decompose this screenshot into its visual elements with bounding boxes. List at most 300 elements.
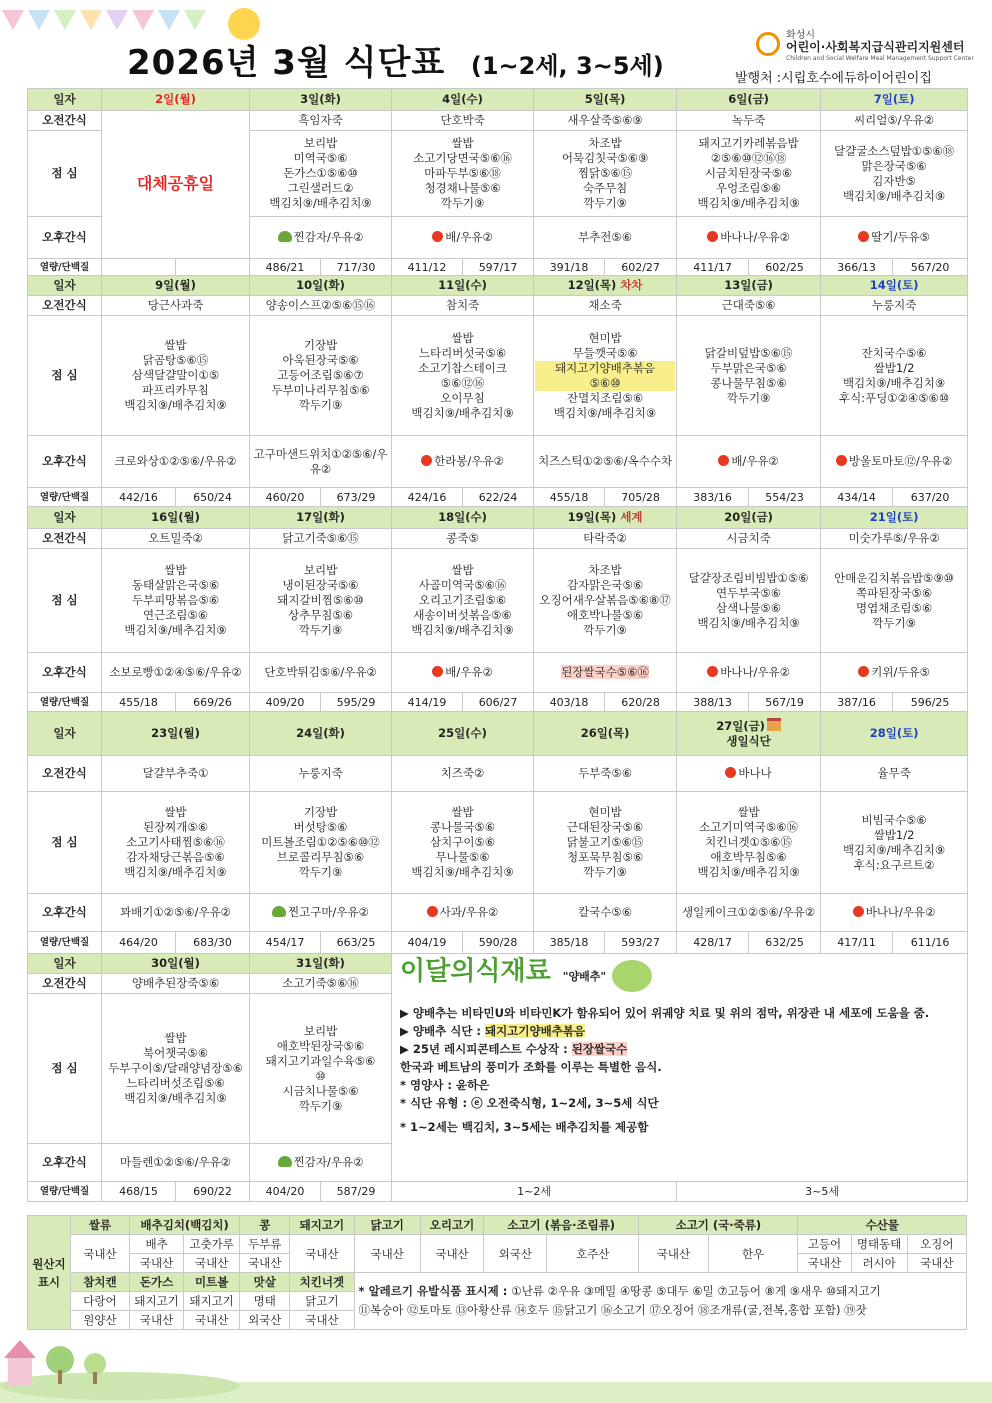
lunch-cell — [250, 994, 392, 1144]
am-snack-cell: 씨리얼⑤/우유② — [821, 111, 968, 131]
fruit-icon — [853, 906, 864, 917]
menu-item: 잔멸치조림⑤⑥ — [566, 390, 644, 405]
fruit-icon — [432, 666, 443, 677]
kcal-cell: 385/18 — [534, 932, 605, 954]
fruit-icon — [707, 666, 718, 677]
kcal-cell: 637/20 — [893, 488, 968, 507]
lunch-cell — [821, 792, 968, 894]
menu-item: 냉이된장국⑤⑥ — [282, 578, 359, 592]
origin-subcat-row — [28, 1235, 967, 1254]
origin-category: 미트볼 — [184, 1273, 240, 1292]
menu-item: 깍두기⑨ — [298, 623, 343, 637]
pm-snack-cell: 사과/우유② — [392, 894, 534, 932]
holiday-cell — [102, 111, 250, 259]
menu-item: 보리밥 — [303, 136, 338, 150]
am-snack-label: 오전간식 — [28, 756, 102, 792]
am-snack-cell: 근대죽⑤⑥ — [677, 296, 821, 316]
menu-item: 두부미나리무침⑤⑥ — [271, 383, 370, 397]
menu-item: 백김치⑨/배추김치⑨ — [842, 188, 946, 203]
origin-category: 수산물 — [798, 1216, 967, 1235]
kcal-cell: 690/22 — [176, 1182, 250, 1202]
menu-item: 우엉조림⑤⑥ — [716, 181, 782, 195]
origin-header-row — [28, 1216, 967, 1235]
menu-item: 된장찌개⑤⑥ — [142, 820, 209, 834]
date-label: 일자 — [28, 276, 102, 296]
pm-snack-cell: 생일케이크①②⑤⑥/우유② — [677, 894, 821, 932]
holiday-label: 대체공휴일 — [136, 174, 215, 193]
lunch-cell — [250, 549, 392, 653]
date-row — [28, 954, 968, 974]
landscape-decoration — [0, 1330, 992, 1403]
date-cell: 31일(화) — [250, 954, 392, 974]
fruit-icon — [858, 666, 869, 677]
fruit-icon — [836, 455, 847, 466]
allergy-list-2: ⑪복숭아 ⑫토마토 ⑬아황산류 ⑭호두 ⑮닭고기 ⑯소고기 ⑰오징어 ⑱조개류(굴,전복,홍합 포함) ⑲잣 — [358, 1303, 867, 1317]
potato-plant-icon — [272, 906, 286, 917]
menu-item: 상추무침⑤⑥ — [287, 608, 354, 622]
menu-item: 사골미역국⑤⑥⑯ — [418, 578, 507, 592]
kcal-cell: 366/13 — [821, 259, 893, 276]
am-snack-cell: 율무죽 — [821, 756, 968, 792]
kcal-cell: 455/18 — [102, 693, 176, 712]
fruit-icon — [707, 231, 718, 242]
logo-name: 어린이·사회복지급식관리지원센터 — [786, 40, 965, 54]
kcal-cell: 411/17 — [677, 259, 749, 276]
pm-snack-cell: 배/우유② — [677, 436, 821, 488]
pm-snack-cell: 바나나/우유② — [821, 894, 968, 932]
am-snack-cell: 미숫가루⑤/우유② — [821, 529, 968, 549]
kcal-label: 열량/단백질 — [28, 259, 102, 276]
info-title: 이달의식재료 — [400, 956, 551, 987]
menu-item: 미역국⑤⑥ — [293, 151, 348, 165]
origin-subcategory: 오징어 — [907, 1235, 966, 1254]
menu-item: 미트볼조림①②⑤⑥⑩⑫ — [261, 835, 380, 849]
origin-category: 치킨너겟 — [290, 1273, 354, 1292]
menu-item: 소고기찹스테이크 — [418, 360, 507, 375]
kcal-cell: 411/12 — [392, 259, 463, 276]
pm-snack-cell: 단호박튀김⑤⑥/우유② — [250, 653, 392, 693]
menu-item: 백김치⑨/배추김치⑨ — [842, 842, 946, 857]
origin-category: 맛살 — [240, 1273, 290, 1292]
menu-item: 쌀밥 — [164, 338, 187, 352]
date-cell: 4일(수) — [392, 89, 534, 111]
menu-item: 버섯탕⑤⑥ — [293, 820, 348, 834]
menu-item: 감자맑은국⑤⑥ — [566, 578, 644, 592]
origin-value: 국내산 — [639, 1235, 708, 1273]
origin-header-row-2 — [28, 1273, 967, 1292]
am-snack-cell: 시금치죽 — [677, 529, 821, 549]
menu-item: 쌀밥 — [164, 805, 187, 819]
info-line: * 식단 유형 : ⓔ 오전죽식형, 1~2세, 3~5세 식단 — [400, 1096, 659, 1110]
pm-snack-cell: 소보로빵①②④⑤⑥/우유② — [102, 653, 250, 693]
menu-item: 백김치⑨/배추김치⑨ — [697, 615, 800, 630]
menu-item: 깍두기⑨ — [298, 1098, 343, 1113]
pm-snack-row — [28, 436, 968, 488]
origin-value: 국내산 — [420, 1235, 483, 1273]
menu-item: ⑩ — [315, 1068, 326, 1083]
menu-item: 브로콜리무침⑤⑥ — [276, 850, 365, 864]
date-row — [28, 276, 968, 296]
menu-item: 연근조림⑤⑥ — [142, 608, 209, 622]
contest-dish-highlight: 된장쌀국수 — [571, 1042, 628, 1056]
pm-snack-label: 오후간식 — [28, 436, 102, 488]
menu-item: 오징어새우살볶음⑤⑥⑧⑰ — [539, 593, 671, 607]
cabbage-icon — [612, 960, 652, 992]
lunch-cell — [392, 131, 534, 217]
lunch-cell — [534, 131, 677, 217]
pm-snack-cell: 찐감자/우유② — [250, 1144, 392, 1182]
date-cell: 18일(수) — [392, 507, 534, 529]
origin-value: 국내산 — [184, 1311, 240, 1330]
menu-item: 쌀밥 — [451, 563, 474, 577]
am-snack-cell: 소고기죽⑤⑥⑯ — [250, 974, 392, 994]
menu-item: 오이무침 — [440, 390, 485, 405]
kcal-label: 열량/단백질 — [28, 693, 102, 712]
menu-item: 안매운김치볶음밥⑤⑨⑩ — [834, 570, 954, 585]
origin-subcategory: 고등어 — [798, 1235, 851, 1254]
menu-item: 콩나물국⑤⑥ — [430, 820, 496, 834]
menu-item: 깍두기⑨ — [583, 865, 627, 879]
kcal-cell: 705/28 — [605, 488, 677, 507]
date-cell: 12일(목) 차차 — [534, 276, 677, 296]
lunch-cell — [821, 131, 968, 217]
menu-item: 백김치⑨/배추김치⑨ — [697, 865, 800, 879]
origin-value: 러시아 — [851, 1254, 907, 1273]
kcal-cell: 602/27 — [605, 259, 677, 276]
menu-item: 돼지갈비찜⑤⑥⑩ — [277, 593, 364, 607]
kcal-cell: 388/13 — [677, 693, 749, 712]
menu-item: 백김치⑨/배추김치⑨ — [411, 623, 514, 637]
pm-snack-cell: 찐고구마/우유② — [250, 894, 392, 932]
pm-snack-cell: 치즈스틱①②⑤⑥/옥수수차 — [534, 436, 677, 488]
origin-value: 국내산 — [290, 1311, 354, 1330]
date-cell: 19일(목) 세계 — [534, 507, 677, 529]
menu-item: ②⑤⑥⑩⑫⑯⑱ — [710, 151, 787, 165]
menu-item: 애호박무침⑤⑥ — [710, 850, 787, 864]
lunch-cell — [250, 131, 392, 217]
menu-item: 깍두기⑨ — [298, 398, 343, 412]
pm-snack-cell: 바나나/우유② — [677, 653, 821, 693]
menu-item: 감자채당근볶음⑤⑥ — [126, 850, 225, 864]
info-line: ▶ 양배추 식단 : 돼지고기양배추볶음 — [400, 1024, 586, 1038]
kcal-cell: 620/28 — [605, 693, 677, 712]
origin-category: 소고기 (볶음·조림류) — [484, 1216, 639, 1235]
menu-item: 쌀밥 — [451, 805, 474, 819]
origin-value: 국내산 — [354, 1235, 420, 1273]
origin-subcategory: 돼지고기 — [184, 1292, 240, 1311]
origin-category: 소고기 (국·죽류) — [639, 1216, 798, 1235]
origin-subcategory: 명태동태 — [851, 1235, 907, 1254]
kcal-cell: 409/20 — [250, 693, 321, 712]
menu-item: 아욱된장국⑤⑥ — [282, 353, 359, 367]
date-label: 일자 — [28, 507, 102, 529]
kcal-row — [28, 1182, 968, 1202]
lunch-cell — [102, 316, 250, 436]
potato-plant-icon — [278, 231, 292, 242]
kcal-cell: 404/19 — [392, 932, 463, 954]
origin-category: 콩 — [240, 1216, 290, 1235]
kcal-cell: 669/26 — [176, 693, 250, 712]
am-snack-cell: 단호박죽 — [392, 111, 534, 131]
menu-item: 명엽채조림⑤⑥ — [856, 600, 933, 615]
menu-item: 쌀밥 — [737, 805, 760, 819]
kcal-cell: 650/24 — [176, 488, 250, 507]
kcal-cell: 593/27 — [605, 932, 677, 954]
origin-category: 참치캔 — [70, 1273, 129, 1292]
menu-item: 느타리버섯국⑤⑥ — [418, 345, 507, 360]
pm-snack-label: 오후간식 — [28, 217, 102, 259]
lunch-row — [28, 549, 968, 653]
kcal-cell: 387/16 — [821, 693, 893, 712]
publisher: 발행처 :시립호수에듀하이어린이집 — [735, 71, 932, 86]
lunch-label: 점 심 — [28, 131, 102, 217]
menu-item: 애호박된장국⑤⑥ — [276, 1038, 365, 1053]
menu-item: 닭불고기⑤⑥⑮ — [566, 835, 644, 849]
page-title: 2026년 3월 식단표 (1~2세, 3~5세) — [127, 43, 664, 83]
kcal-cell: 414/19 — [392, 693, 463, 712]
date-cell: 7일(토) — [821, 89, 968, 111]
menu-item: 삼치구이⑤⑥ — [430, 835, 496, 849]
menu-item: 백김치⑨/배추김치⑨ — [124, 398, 227, 412]
date-cell: 13일(금) — [677, 276, 821, 296]
date-row — [28, 712, 968, 756]
menu-item: 후식:푸딩①②④⑤⑥⑩ — [839, 390, 950, 405]
kcal-cell: 468/15 — [102, 1182, 176, 1202]
date-cell: 27일(금) 생일식단 — [677, 712, 821, 756]
age-group-label: 3~5세 — [677, 1182, 968, 1202]
menu-item: 연두부국⑤⑥ — [716, 585, 782, 600]
origin-value: 외국산 — [240, 1311, 290, 1330]
kcal-cell: 404/20 — [250, 1182, 321, 1202]
lunch-cell — [102, 994, 250, 1144]
am-snack-cell: 당근사과죽 — [102, 296, 250, 316]
origin-subcategory: 다랑어 — [70, 1292, 129, 1311]
menu-item: 그린샐러드② — [287, 181, 354, 195]
info-line: ▶ 양배추는 비타민U와 비타민K가 함유되어 있어 위궤양 치료 및 위의 점막, 위장관 내 세포에 도움을 줌. — [400, 1006, 930, 1020]
menu-table — [27, 88, 968, 1202]
menu-item: 동태살맑은국⑤⑥ — [131, 578, 220, 592]
am-snack-label: 오전간식 — [28, 296, 102, 316]
menu-item: 잔치국수⑤⑥ — [861, 345, 927, 360]
lunch-label: 점 심 — [28, 792, 102, 894]
origin-category: 배추김치(백김치) — [130, 1216, 240, 1235]
kcal-cell — [102, 259, 176, 276]
date-cell: 10일(화) — [250, 276, 392, 296]
pm-snack-cell: 칼국수⑤⑥ — [534, 894, 677, 932]
menu-item: 돼지고기카레볶음밥 — [698, 136, 799, 150]
menu-item: 비빔국수⑤⑥ — [861, 812, 927, 827]
menu-item: 마파두부⑤⑥⑱ — [424, 166, 501, 180]
origin-category: 돼지고기 — [290, 1216, 354, 1235]
allergy-title: * 알레르기 유발식품 표시제 : — [358, 1284, 512, 1298]
lunch-cell — [534, 792, 677, 894]
info-line: * 영양사 : 윤하은 — [400, 1078, 490, 1092]
kcal-label: 열량/단백질 — [28, 932, 102, 954]
fruit-icon — [718, 455, 729, 466]
fruit-icon — [432, 231, 443, 242]
kcal-cell: 567/19 — [749, 693, 821, 712]
origin-subcategory: 두부류 — [240, 1235, 290, 1254]
am-snack-row — [28, 756, 968, 792]
date-cell: 28일(토) — [821, 712, 968, 756]
info-line: 한국과 베트남의 풍미가 조화를 이루는 특별한 음식. — [400, 1060, 662, 1074]
pm-snack-cell: 바나나/우유② — [677, 217, 821, 259]
menu-item: 두부구이⑤/달래양념장⑤⑥ — [108, 1061, 243, 1075]
menu-item: 닭곰탕⑤⑥⑮ — [142, 353, 209, 367]
kcal-row — [28, 259, 968, 276]
world-day-badge: 세계 — [620, 510, 643, 524]
date-cell: 25일(수) — [392, 712, 534, 756]
menu-item: 깍두기⑨ — [298, 865, 343, 879]
pm-snack-row — [28, 894, 968, 932]
pm-snack-cell: 딸기/두유⑤ — [821, 217, 968, 259]
menu-item: 현미밥 — [588, 805, 622, 819]
menu-item: 백김치⑨/배추김치⑨ — [411, 865, 514, 879]
menu-item: ⑤⑥⑩ — [535, 376, 675, 391]
date-cell: 20일(금) — [677, 507, 821, 529]
kcal-cell: 417/11 — [821, 932, 893, 954]
menu-item: 숙주무침 — [582, 181, 628, 195]
menu-item: 깍두기⑨ — [726, 390, 771, 405]
kcal-cell: 391/18 — [534, 259, 605, 276]
lunch-cell — [677, 316, 821, 436]
menu-item: 돼지고기양배추볶음 — [535, 361, 675, 376]
kcal-cell: 460/20 — [250, 488, 321, 507]
origin-category: 쌀류 — [70, 1216, 129, 1235]
origin-value: 외국산 — [484, 1235, 547, 1273]
menu-item: 차조밥 — [588, 563, 622, 577]
lunch-cell — [250, 792, 392, 894]
date-cell: 3일(화) — [250, 89, 392, 111]
fruit-icon — [725, 767, 736, 778]
origin-value: 국내산 — [290, 1235, 354, 1273]
date-row — [28, 507, 968, 529]
lunch-cell — [102, 792, 250, 894]
lunch-cell — [250, 316, 392, 436]
pm-snack-cell — [534, 653, 677, 693]
lunch-cell — [821, 316, 968, 436]
lunch-label: 점 심 — [28, 316, 102, 436]
kcal-cell: 632/25 — [749, 932, 821, 954]
pm-snack-cell: 찐감자/우유② — [250, 217, 392, 259]
am-snack-cell: 새우살죽⑤⑥⑨ — [534, 111, 677, 131]
kcal-row — [28, 488, 968, 507]
date-cell: 6일(금) — [677, 89, 821, 111]
menu-item: 달걀굴소스덮밥①⑤⑥⑱ — [833, 143, 955, 158]
info-subtitle: "양배추" — [562, 969, 607, 983]
origin-subcategory: 배추 — [130, 1235, 184, 1254]
info-line: * 1~2세는 백김치, 3~5세는 배추김치를 제공함 — [400, 1120, 649, 1134]
pm-snack-cell: 배/우유② — [392, 217, 534, 259]
menu-item: 삼색나물⑤⑥ — [716, 600, 782, 615]
kcal-cell: 673/29 — [321, 488, 392, 507]
pm-snack-cell: 부추전⑤⑥ — [534, 217, 677, 259]
kcal-cell: 434/14 — [821, 488, 893, 507]
origin-value: 국내산 — [907, 1254, 966, 1273]
menu-item: 백김치⑨/배추김치⑨ — [269, 196, 372, 210]
menu-item: 맑은장국⑤⑥ — [861, 158, 927, 173]
menu-item: 기장밥 — [303, 338, 338, 352]
kcal-cell: 554/23 — [749, 488, 821, 507]
menu-item: 김자반⑤ — [872, 173, 916, 188]
date-cell: 21일(토) — [821, 507, 968, 529]
cake-icon — [767, 718, 781, 731]
contest-dish-highlight: 된장쌀국수⑤⑥⑯ — [561, 665, 649, 679]
date-label: 일자 — [28, 89, 102, 111]
am-snack-cell: 바나나 — [677, 756, 821, 792]
lunch-label: 점 심 — [28, 549, 102, 653]
lunch-cell — [821, 549, 968, 653]
kcal-cell: 428/17 — [677, 932, 749, 954]
origin-value: 한우 — [708, 1235, 798, 1273]
menu-item: 쌀밥1/2 — [873, 827, 915, 842]
date-cell: 9일(월) — [102, 276, 250, 296]
logo-city: 화성시 — [786, 30, 815, 41]
am-snack-cell: 녹두죽 — [677, 111, 821, 131]
menu-item: 쪽파된장국⑤⑥ — [856, 585, 933, 600]
kcal-cell: 622/24 — [463, 488, 534, 507]
menu-item: 기장밥 — [303, 805, 338, 819]
origin-category: 닭고기 — [354, 1216, 420, 1235]
menu-item: 근대된장국⑤⑥ — [566, 820, 644, 834]
lunch-cell — [392, 549, 534, 653]
pm-snack-cell: 크로와상①②⑤⑥/우유② — [102, 436, 250, 488]
menu-item: 찜닭⑤⑥⑮ — [577, 166, 633, 180]
menu-item: 깍두기⑨ — [872, 615, 916, 630]
menu-item: 콩나물무침⑤⑥ — [710, 375, 787, 390]
kcal-cell: 442/16 — [102, 488, 176, 507]
cabbage-dish-highlight: 돼지고기양배추볶음 — [485, 1024, 586, 1038]
am-snack-cell: 오트밀죽② — [102, 529, 250, 549]
menu-item: 깍두기⑨ — [440, 196, 485, 210]
allergy-list-1: ①난류 ②우유 ③메밀 ④땅콩 ⑤대두 ⑥밀 ⑦고등어 ⑧게 ⑨새우 ⑩돼지고기 — [511, 1284, 881, 1298]
menu-item: 깍두기⑨ — [583, 196, 627, 210]
menu-item: 보리밥 — [303, 563, 338, 577]
am-snack-label: 오전간식 — [28, 974, 102, 994]
menu-item: 두부맑은국⑤⑥ — [710, 360, 787, 375]
menu-item: 시금치나물⑤⑥ — [282, 1083, 359, 1098]
am-snack-cell: 누룽지죽 — [250, 756, 392, 792]
date-cell: 30일(월) — [102, 954, 250, 974]
kcal-cell: 587/29 — [321, 1182, 392, 1202]
date-cell: 5일(목) — [534, 89, 677, 111]
origin-category: 돈가스 — [130, 1273, 184, 1292]
menu-item: 깍두기⑨ — [583, 623, 627, 637]
menu-item: 새송이버섯볶음⑤⑥ — [413, 608, 512, 622]
menu-item: 돼지고기과일수육⑤⑥ — [265, 1053, 376, 1068]
am-snack-cell: 채소죽 — [534, 296, 677, 316]
origin-subcategory: 돼지고기 — [130, 1292, 184, 1311]
date-cell: 24일(화) — [250, 712, 392, 756]
menu-item: 백김치⑨/배추김치⑨ — [124, 623, 227, 637]
lunch-cell — [392, 792, 534, 894]
date-cell: 14일(토) — [821, 276, 968, 296]
lunch-row — [28, 316, 968, 436]
fruit-icon — [427, 906, 438, 917]
menu-item: 후식:요구르트② — [853, 857, 935, 872]
kcal-cell: 424/16 — [392, 488, 463, 507]
kcal-cell: 486/21 — [250, 259, 321, 276]
smile-logo-icon — [756, 32, 780, 56]
pm-snack-row — [28, 653, 968, 693]
menu-item: 두부피망볶음⑤⑥ — [131, 593, 220, 607]
am-snack-cell: 두부죽⑤⑥ — [534, 756, 677, 792]
kcal-cell: 455/18 — [534, 488, 605, 507]
kcal-cell: 464/20 — [102, 932, 176, 954]
kcal-cell: 606/27 — [463, 693, 534, 712]
am-snack-row — [28, 111, 968, 131]
menu-item: 삼색달걀말이①⑤ — [131, 368, 220, 382]
